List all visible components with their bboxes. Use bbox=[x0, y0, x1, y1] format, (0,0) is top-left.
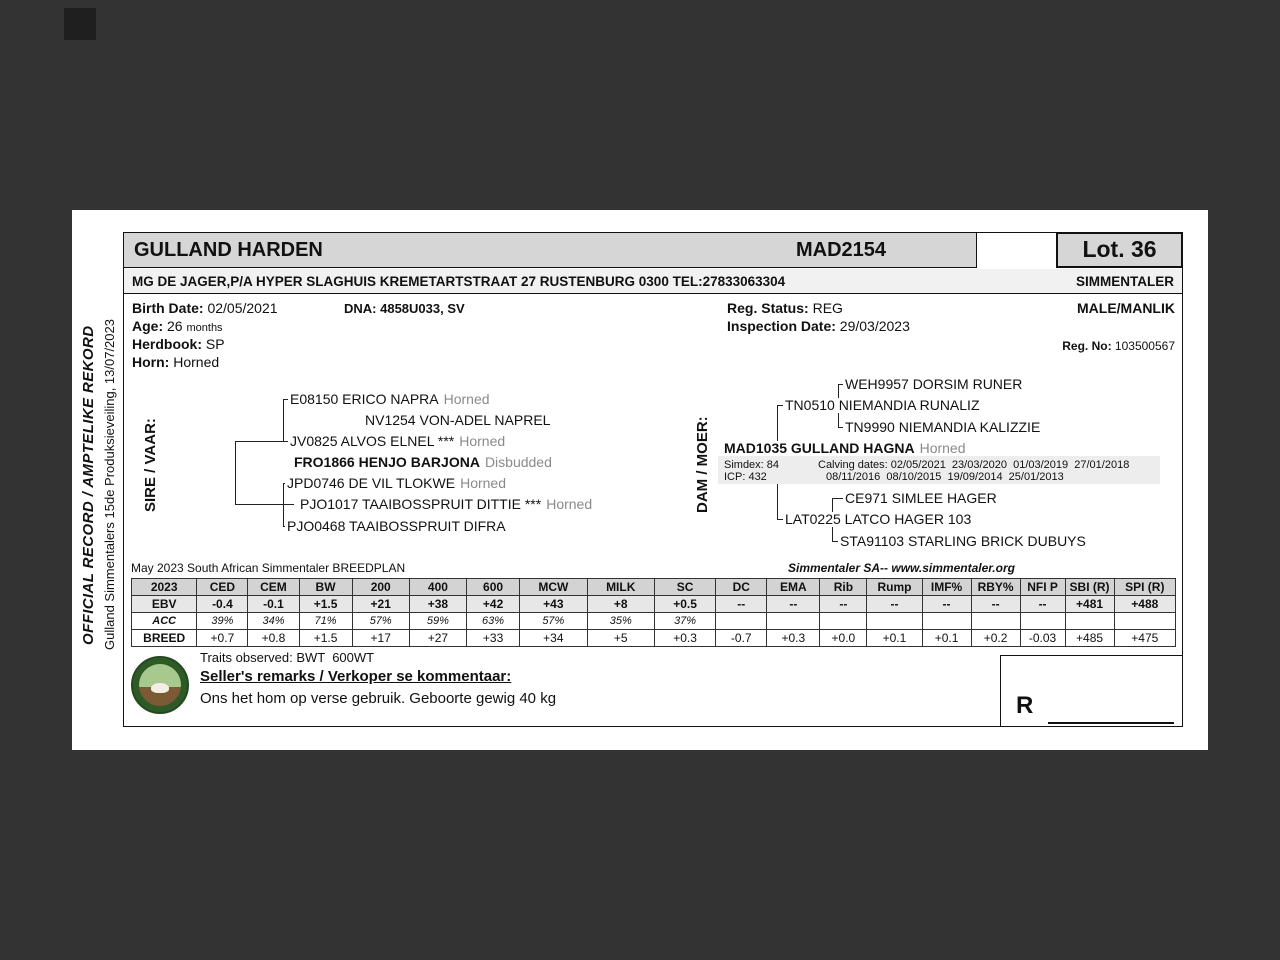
birth-date-field bbox=[132, 300, 278, 316]
sire-section-label: SIRE / VAAR: bbox=[142, 418, 159, 512]
horn-status: Horned bbox=[546, 496, 593, 512]
breedplan-header-row bbox=[132, 579, 1176, 596]
dam bbox=[722, 441, 968, 456]
breedplan-cell: -0.03 bbox=[1020, 630, 1065, 647]
breedplan-cell bbox=[1065, 613, 1114, 630]
breedplan-cell: +0.3 bbox=[767, 630, 820, 647]
breedplan-cell: 34% bbox=[248, 613, 299, 630]
animal-id-name: FRO1866 HENJO BARJONA bbox=[294, 454, 480, 470]
breedplan-cell: -- bbox=[971, 596, 1020, 613]
breedplan-col-2023: 2023 bbox=[132, 579, 197, 596]
breedplan-col-rump: Rump bbox=[867, 579, 922, 596]
breedplan-row-acc bbox=[132, 613, 1176, 630]
breedplan-cell bbox=[716, 613, 767, 630]
breedplan-cell: -0.1 bbox=[248, 596, 299, 613]
price-write-in-line bbox=[1048, 722, 1174, 724]
breedplan-table bbox=[131, 578, 1176, 647]
dam-section-label: DAM / MOER: bbox=[694, 416, 711, 514]
breedplan-col-bw: BW bbox=[299, 579, 352, 596]
horn-status: Horned bbox=[919, 440, 966, 456]
breedplan-cell: +488 bbox=[1114, 596, 1175, 613]
breedplan-cell: +17 bbox=[352, 630, 409, 647]
breedplan-col-600: 600 bbox=[467, 579, 520, 596]
breedplan-row-breed bbox=[132, 630, 1176, 647]
breedplan-caption: May 2023 South African Simmentaler BREEDPLAN bbox=[131, 561, 406, 575]
official-record-vertical-text: OFFICIAL RECORD / AMPTELIKE REKORD bbox=[80, 325, 97, 645]
breedplan-cell: -- bbox=[716, 596, 767, 613]
breedplan-cell: 71% bbox=[299, 613, 352, 630]
breedplan-cell bbox=[922, 613, 971, 630]
sire-granddam-sire bbox=[285, 476, 508, 491]
birth-date-value: 02/05/2021 bbox=[207, 300, 278, 316]
herdbook-value: SP bbox=[205, 336, 225, 352]
breedplan-cell bbox=[867, 613, 922, 630]
sellers-remarks-text: Ons het hom op verse gebruik. Geboorte gewig 40 kg bbox=[200, 690, 557, 707]
breedplan-col-rby-: RBY% bbox=[971, 579, 1020, 596]
breedplan-cell: 35% bbox=[587, 613, 654, 630]
herdbook-label: Herdbook: bbox=[132, 336, 202, 352]
breedplan-cell: -0.4 bbox=[197, 596, 248, 613]
horn-status: Disbudded bbox=[484, 454, 552, 470]
reg-no-label: Reg. No: bbox=[1062, 339, 1112, 353]
breedplan-cell: +0.1 bbox=[922, 630, 971, 647]
owner-bar bbox=[124, 269, 1182, 294]
breedplan-col-dc: DC bbox=[716, 579, 767, 596]
sellers-remarks-heading: Seller's remarks / Verkoper se kommentaar: bbox=[200, 668, 512, 685]
sex-field: MALE/MANLIK bbox=[1077, 300, 1175, 316]
breedplan-cell: +8 bbox=[587, 596, 654, 613]
breedplan-cell: 57% bbox=[520, 613, 587, 630]
animal-id-name: JPD0746 DE VIL TLOKWE bbox=[287, 475, 456, 491]
breedplan-cell bbox=[971, 613, 1020, 630]
breedplan-cell: -- bbox=[867, 596, 922, 613]
pedigree-connector bbox=[235, 504, 294, 505]
price-currency-symbol: R bbox=[1016, 692, 1034, 719]
breedplan-cell: +33 bbox=[467, 630, 520, 647]
breedplan-cell: +0.0 bbox=[820, 630, 867, 647]
pedigree-connector bbox=[235, 441, 283, 442]
breedplan-row-label: EBV bbox=[132, 596, 197, 613]
breedplan-col-rib: Rib bbox=[820, 579, 867, 596]
breedplan-cell: 37% bbox=[654, 613, 715, 630]
breedplan-cell: +42 bbox=[467, 596, 520, 613]
breedplan-col-400: 400 bbox=[409, 579, 466, 596]
breedplan-cell: -0.7 bbox=[716, 630, 767, 647]
breedplan-cell: +0.8 bbox=[248, 630, 299, 647]
dam-granddam-dam bbox=[838, 534, 1093, 549]
breedplan-row-ebv bbox=[132, 596, 1176, 613]
breedplan-cell: +21 bbox=[352, 596, 409, 613]
owner-contact-line: MG DE JAGER,P/A HYPER SLAGHUIS KREMETARTSTRAAT 27 RUSTENBURG 0300 TEL:27833063304 bbox=[132, 273, 786, 289]
breedplan-cell: +38 bbox=[409, 596, 466, 613]
breedplan-cell: +0.5 bbox=[654, 596, 715, 613]
breedplan-cell: +481 bbox=[1065, 596, 1114, 613]
calving-dates-line2: 08/11/2016 08/10/2015 19/09/2014 25/01/2013 bbox=[826, 471, 1064, 483]
reg-no-value: 103500567 bbox=[1114, 339, 1175, 353]
breedplan-cell: +0.7 bbox=[197, 630, 248, 647]
price-box-border bbox=[1000, 655, 1001, 727]
breedplan-cell: +475 bbox=[1114, 630, 1175, 647]
breedplan-col-mcw: MCW bbox=[520, 579, 587, 596]
inspection-date-field bbox=[727, 318, 910, 334]
breedplan-cell: 59% bbox=[409, 613, 466, 630]
animal-id-name: LAT0225 LATCO HAGER 103 bbox=[785, 511, 972, 527]
calving-dates-line1: Calving dates: 02/05/2021 23/03/2020 01/03/2019 27/01/2018 bbox=[818, 459, 1130, 471]
animal-id-name: CE971 SIMLEE HAGER bbox=[845, 490, 997, 506]
sire-grandsire-dam bbox=[363, 413, 557, 428]
reg-status-field bbox=[727, 300, 843, 316]
scan-corner-mark bbox=[64, 8, 96, 40]
pedigree-connector bbox=[283, 399, 284, 441]
sire-granddam-dam bbox=[285, 519, 513, 534]
horn-status: Horned bbox=[443, 391, 490, 407]
animal-id-name: MAD1035 GULLAND HAGNA bbox=[724, 440, 915, 456]
dna-field: DNA: 4858U033, SV bbox=[344, 301, 465, 316]
breedplan-cell: +5 bbox=[587, 630, 654, 647]
breedplan-cell: 57% bbox=[352, 613, 409, 630]
breedplan-col-ema: EMA bbox=[767, 579, 820, 596]
breedplan-col-spi-r-: SPI (R) bbox=[1114, 579, 1175, 596]
title-bar bbox=[123, 232, 977, 268]
horn-label: Horn: bbox=[132, 354, 170, 370]
breedplan-cell: +1.5 bbox=[299, 630, 352, 647]
sale-name-vertical-text: Gulland Simmentalers 15de Produksieveiling, 13/07/2023 bbox=[102, 319, 117, 651]
dam-granddam-sire bbox=[843, 491, 1004, 506]
breedplan-cell: +1.5 bbox=[299, 596, 352, 613]
inspection-date-value: 29/03/2023 bbox=[839, 318, 910, 334]
dam-stats-strip bbox=[718, 456, 1160, 484]
dam-grandsire bbox=[783, 398, 987, 413]
horn-value: Horned bbox=[173, 354, 220, 370]
age-unit: months bbox=[186, 322, 223, 334]
breedplan-col-nfi-p: NFI P bbox=[1020, 579, 1065, 596]
age-label: Age: bbox=[132, 318, 164, 334]
breedplan-col-200: 200 bbox=[352, 579, 409, 596]
herdbook-field bbox=[132, 336, 225, 352]
cow-silhouette-icon bbox=[151, 683, 169, 693]
animal-id-name: STA91103 STARLING BRICK DUBUYS bbox=[840, 533, 1086, 549]
breedplan-col-sc: SC bbox=[654, 579, 715, 596]
age-value: 26 bbox=[167, 318, 183, 334]
breedplan-cell: 63% bbox=[467, 613, 520, 630]
breedplan-col-milk: MILK bbox=[587, 579, 654, 596]
horn-status: Horned bbox=[460, 475, 506, 491]
sire-grandsire bbox=[288, 434, 507, 449]
sire-granddam bbox=[298, 497, 594, 512]
traits-observed: Traits observed: BWT 600WT bbox=[200, 650, 375, 665]
catalog-page bbox=[72, 210, 1208, 750]
animal-id-name: NV1254 VON-ADEL NAPREL bbox=[365, 412, 551, 428]
registration-tag-number: MAD2154 bbox=[796, 239, 887, 261]
breedplan-cell: -- bbox=[767, 596, 820, 613]
breedplan-cell: +43 bbox=[520, 596, 587, 613]
breed-name: SIMMENTALER bbox=[1076, 273, 1174, 289]
simmentaler-sa-caption: Simmentaler SA-- www.simmentaler.org bbox=[788, 561, 1015, 575]
breedplan-cell: +27 bbox=[409, 630, 466, 647]
lot-number-box: Lot. 36 bbox=[1056, 232, 1183, 268]
reg-no-field bbox=[1062, 339, 1175, 353]
simdex-value: Simdex: 84 bbox=[724, 459, 780, 471]
animal-id-name: PJO1017 TAAIBOSSPRUIT DITTIE *** bbox=[300, 496, 542, 512]
horn-status: Horned bbox=[459, 433, 506, 449]
breedplan-cell bbox=[820, 613, 867, 630]
reg-status-value: REG bbox=[812, 300, 843, 316]
breedplan-cell: +0.3 bbox=[654, 630, 715, 647]
inspection-date-label: Inspection Date: bbox=[727, 318, 836, 334]
breedplan-col-cem: CEM bbox=[248, 579, 299, 596]
price-box-border bbox=[1000, 655, 1183, 656]
pedigree-connector bbox=[235, 441, 236, 504]
breedplan-cell: -- bbox=[820, 596, 867, 613]
sire bbox=[292, 455, 554, 470]
icp-value: ICP: 432 bbox=[724, 471, 767, 483]
reg-status-label: Reg. Status: bbox=[727, 300, 809, 316]
breedplan-row-label: ACC bbox=[132, 613, 197, 630]
breedplan-cell: -- bbox=[922, 596, 971, 613]
dam-granddam bbox=[783, 512, 978, 527]
breedplan-cell: +0.1 bbox=[867, 630, 922, 647]
birth-date-label: Birth Date: bbox=[132, 300, 204, 316]
breedplan-cell bbox=[767, 613, 820, 630]
breedplan-cell: -- bbox=[1020, 596, 1065, 613]
dam-grandsire-dam bbox=[843, 420, 1047, 435]
animal-id-name: JV0825 ALVOS ELNEL *** bbox=[290, 433, 455, 449]
breedplan-cell bbox=[1114, 613, 1175, 630]
breedplan-row-label: BREED bbox=[132, 630, 197, 647]
breedplan-cell: +485 bbox=[1065, 630, 1114, 647]
simmentaler-logo-icon bbox=[131, 656, 189, 714]
animal-name-title: GULLAND HARDEN bbox=[134, 239, 323, 261]
breedplan-col-ced: CED bbox=[197, 579, 248, 596]
breedplan-col-sbi-r-: SBI (R) bbox=[1065, 579, 1114, 596]
animal-id-name: PJO0468 TAAIBOSSPRUIT DIFRA bbox=[287, 518, 506, 534]
age-field bbox=[132, 318, 223, 334]
logo-scene bbox=[139, 664, 181, 706]
animal-id-name: WEH9957 DORSIM RUNER bbox=[845, 376, 1023, 392]
dam-grandsire-sire bbox=[843, 377, 1029, 392]
animal-id-name: TN9990 NIEMANDIA KALIZZIE bbox=[845, 419, 1041, 435]
breedplan-cell: +0.2 bbox=[971, 630, 1020, 647]
horn-field bbox=[132, 354, 219, 370]
breedplan-cell: 39% bbox=[197, 613, 248, 630]
animal-id-name: E08150 ERICO NAPRA bbox=[290, 391, 439, 407]
breedplan-col-imf-: IMF% bbox=[922, 579, 971, 596]
animal-id-name: TN0510 NIEMANDIA RUNALIZ bbox=[785, 397, 980, 413]
sire-grandsire-sire bbox=[288, 392, 492, 407]
breedplan-cell: +34 bbox=[520, 630, 587, 647]
breedplan-cell bbox=[1020, 613, 1065, 630]
